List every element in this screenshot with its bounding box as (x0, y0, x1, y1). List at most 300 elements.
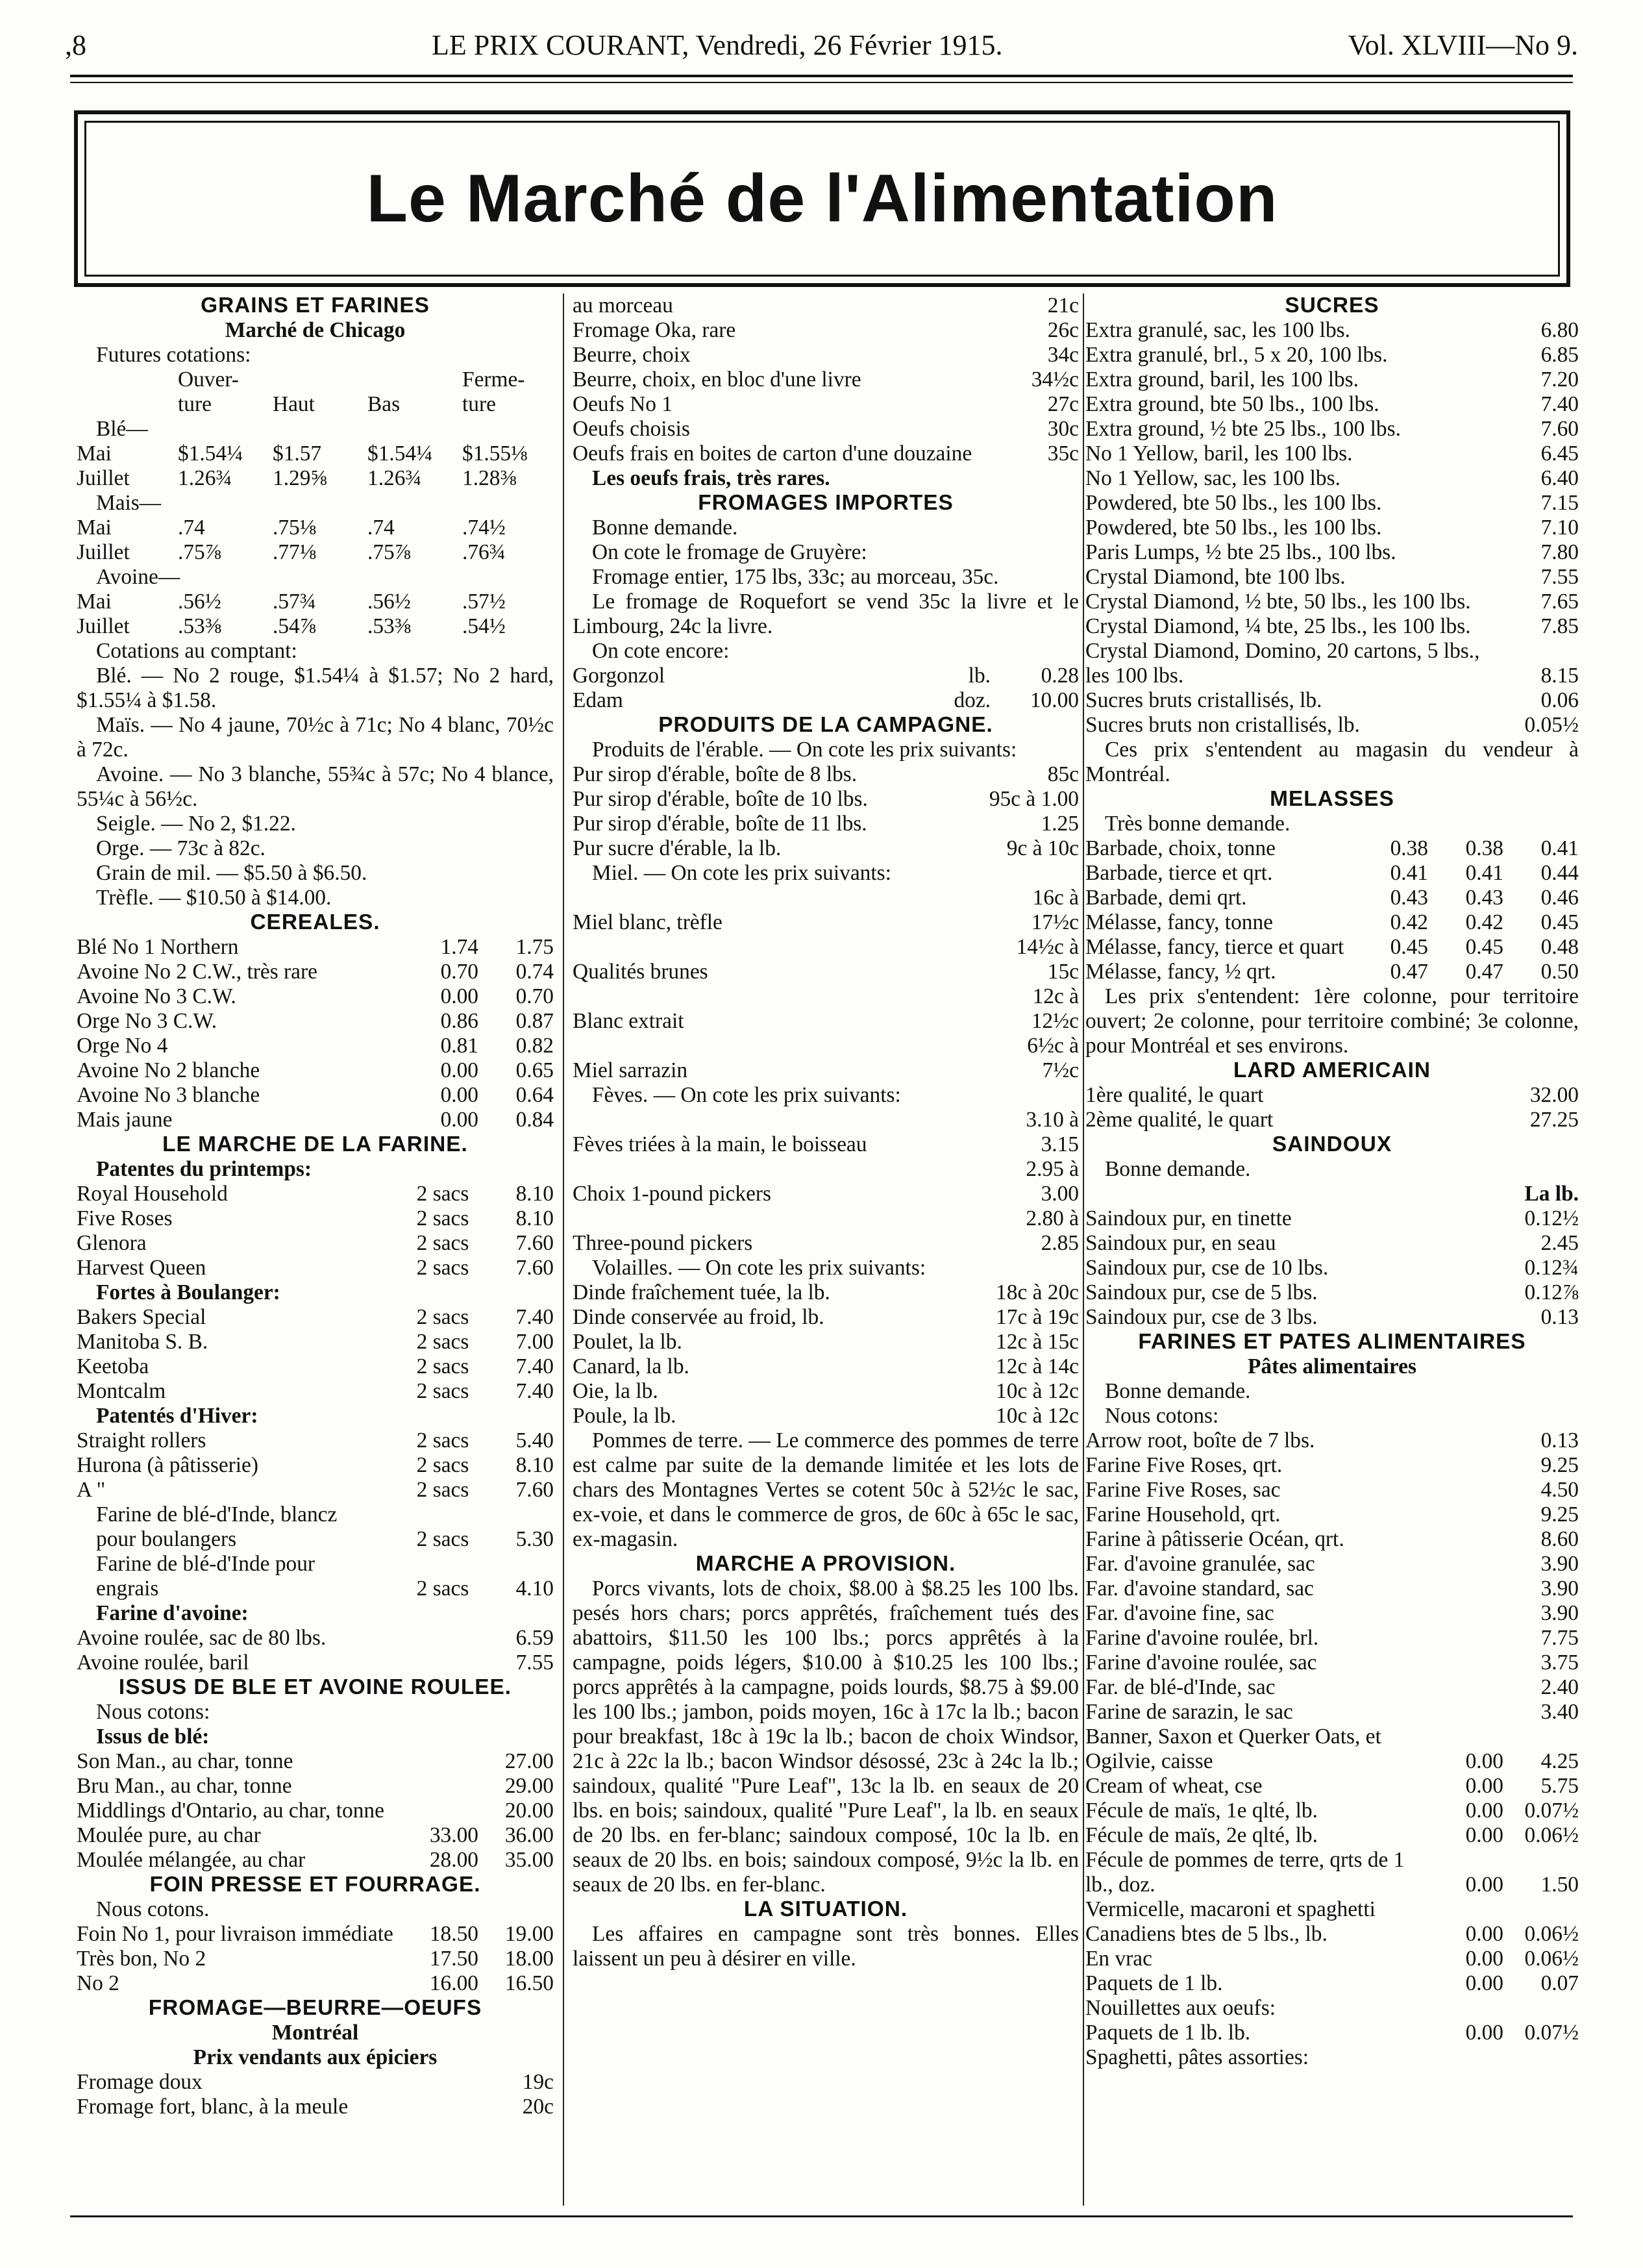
issus-row (77, 1823, 554, 1848)
item-label: Saindoux pur, cse de 5 lbs. (1085, 1280, 1318, 1304)
item-label: Miel blanc, trèfle (573, 910, 723, 934)
item-label: Très bon, No 2 (77, 1947, 206, 1971)
fromages-heading: FROMAGES IMPORTES (698, 491, 954, 515)
sugar-row (1085, 540, 1579, 565)
item-label: Fécule de pommes de terre, qrts de 1 lb., doz. (1085, 1848, 1405, 1897)
item-label: Barbade, demi qrt. (1085, 886, 1247, 910)
item-label: Avoine No 3 blanche (77, 1083, 260, 1107)
price-value: 0.41 (1540, 836, 1579, 860)
futures-value: $1.54¼ (178, 442, 243, 466)
pasta-row (1085, 1799, 1579, 1823)
item-label: Arrow root, boîte de 7 lbs. (1085, 1428, 1315, 1452)
oat-flour-heading: Farine d'avoine: (96, 1601, 249, 1625)
price-value: 18c à 20c (996, 1280, 1079, 1304)
item-label: Pur sirop d'érable, boîte de 11 lbs. (573, 812, 867, 836)
hay-row (77, 1922, 554, 1947)
price-value: 7.75 (1540, 1626, 1579, 1650)
dairy-row (573, 318, 1079, 343)
price-value: 6.85 (1540, 343, 1579, 367)
item-label: Beurre, choix (573, 343, 691, 367)
price-value: 6.45 (1540, 442, 1579, 466)
item-label: No 1 Yellow, baril, les 100 lbs. (1085, 442, 1353, 466)
item-label: Royal Household (77, 1182, 228, 1206)
futures-row (77, 516, 554, 540)
unit-label: 2 sacs (416, 1527, 469, 1551)
price-value: 0.70 (515, 984, 554, 1008)
shortening-row (1085, 1206, 1579, 1231)
item-label: Canard, la lb. (573, 1354, 689, 1378)
price-value: 0.47 (1465, 960, 1503, 984)
unit-label: 2 sacs (416, 1231, 469, 1255)
honey-intro: Miel. — On cote les prix suivants: (592, 861, 891, 885)
price-value: 4.50 (1540, 1478, 1579, 1502)
molasses-row (1085, 836, 1579, 861)
price-value: 0.00 (1465, 1873, 1503, 1897)
item-label: Mais jaune (77, 1108, 173, 1132)
flour-row (77, 1182, 554, 1206)
price-value: 7.65 (1540, 590, 1579, 614)
item-label: Avoine No 2 C.W., très rare (77, 960, 317, 984)
price-value: 7.55 (1540, 565, 1579, 589)
item-label: Harvest Queen (77, 1256, 206, 1280)
cereal-row (77, 1108, 554, 1132)
item-label: Fécule de maïs, 2e qlté, lb. (1085, 1823, 1318, 1847)
campagne-heading: PRODUITS DE LA CAMPAGNE. (658, 713, 993, 737)
foin-heading: FOIN PRESSE ET FOURRAGE. (149, 1873, 481, 1897)
item-label: Saindoux pur, cse de 3 lbs. (1085, 1305, 1318, 1329)
item-label: Powdered, bte 50 lbs., les 100 lbs. (1085, 491, 1382, 515)
futures-col-header: Haut (273, 392, 315, 416)
provision-heading: MARCHE A PROVISION. (695, 1552, 956, 1576)
futures-row (77, 466, 554, 491)
price-value: 0.00 (1465, 1799, 1503, 1823)
dairy-row (573, 442, 1079, 466)
item-label: Avoine roulée, baril (77, 1651, 249, 1675)
item-label: Crystal Diamond, ½ bte, 50 lbs., les 100 lbs. (1085, 590, 1471, 614)
item-label: Powdered, bte 50 lbs., les 100 lbs. (1085, 516, 1382, 540)
dairy-row (573, 368, 1079, 392)
cheese-row (77, 2095, 554, 2119)
price-value: 6.59 (515, 1626, 554, 1650)
item-label: Hurona (à pâtisserie) (77, 1453, 258, 1477)
item-label: Blanc extrait (573, 1009, 684, 1033)
cereal-row (77, 935, 554, 960)
price-value: 10c à 12c (996, 1379, 1079, 1403)
pates-heading: FARINES ET PATES ALIMENTAIRES (1138, 1330, 1526, 1354)
oat-row (77, 1626, 554, 1651)
cereal-row (77, 960, 554, 984)
price-value: 9c à 10c (1006, 836, 1079, 860)
price-value: 0.13 (1540, 1305, 1579, 1329)
price-value: 7.40 (515, 1379, 554, 1403)
cheese-text: On cote encore: (592, 639, 730, 663)
price-value: 34c (1047, 343, 1079, 367)
price-value: 0.00 (1465, 2021, 1503, 2045)
item-label: Pur sirop d'érable, boîte de 8 lbs. (573, 762, 858, 786)
price-value: 3.90 (1540, 1576, 1579, 1601)
item-label: Oie, la lb. (573, 1379, 658, 1403)
price-value: 16.50 (504, 1971, 554, 1995)
price-value: 16.00 (429, 1971, 478, 1995)
cash-quote: Orge. — 73c à 82c. (96, 836, 266, 860)
price-value: 9.25 (1540, 1453, 1579, 1477)
price-value: 0.12¾ (1524, 1256, 1579, 1280)
price-value: 8.10 (515, 1206, 554, 1230)
item-label: Five Roses (77, 1206, 173, 1230)
price-value: 27.00 (504, 1749, 554, 1773)
price-value: 32.00 (1529, 1083, 1579, 1107)
issus-subheading: Issus de blé: (96, 1725, 210, 1749)
item-label: Dinde conservée au froid, lb. (573, 1305, 824, 1329)
price-value: 7.10 (1540, 516, 1579, 540)
item-label: Pur sucre d'érable, la lb. (573, 836, 782, 860)
sugar-row (1085, 491, 1579, 516)
potatoes-paragraph: Pommes de terre. — Le commerce des pommes de terre est calme par suite de la demande limitée et les lots de chars des Montagnes Vertes se cotent 50c à 52½c le sac, ex-voie, et dans le commerce de gros, de 60c à 65c le sac, ex-magasin. (573, 1428, 1079, 1551)
shortening-row (1085, 1231, 1579, 1256)
futures-value: .75⅞ (367, 540, 411, 564)
futures-value: $1.55⅛ (462, 442, 528, 466)
pasta-row (1085, 1774, 1579, 1799)
cereal-row (77, 1034, 554, 1058)
futures-col-header: Bas (367, 392, 401, 416)
pasta-intro: Nous cotons: (1105, 1404, 1219, 1428)
item-label: Saindoux pur, en seau (1085, 1231, 1276, 1255)
price-value: 0.06 (1540, 688, 1579, 712)
honey-row (573, 984, 1079, 1034)
beans-row (573, 1206, 1079, 1256)
futures-value: .54½ (462, 614, 506, 638)
poultry-row (573, 1305, 1079, 1330)
item-label: Nouillettes aux oeufs: (1085, 1996, 1276, 2020)
price-value: 9.25 (1540, 1502, 1579, 1527)
price-value: 4.10 (515, 1576, 554, 1601)
price-value: 12c à 15c (996, 1330, 1079, 1354)
cash-quote: Maïs. — No 4 jaune, 70½c à 71c; No 4 blanc, 70½c à 72c. (77, 713, 554, 762)
price-value: 17.50 (429, 1947, 478, 1971)
price-value: 8.15 (1540, 664, 1579, 688)
price-value: 6½c à 7½c (1027, 1034, 1079, 1082)
price-value: 28.00 (429, 1848, 478, 1872)
price-value: 12c à 12½c (1031, 984, 1079, 1033)
item-label: Paris Lumps, ½ bte 25 lbs., 100 lbs. (1085, 540, 1396, 564)
price-value: 0.00 (440, 1083, 478, 1107)
sugar-row (1085, 688, 1579, 713)
futures-row (77, 590, 554, 614)
poultry-intro: Volailles. — On cote les prix suivants: (592, 1256, 926, 1280)
price-value: 0.41 (1390, 861, 1428, 885)
price-value: 0.41 (1465, 861, 1503, 885)
sugar-row (1085, 368, 1579, 392)
sugar-row (1085, 392, 1579, 417)
title-box (74, 110, 1570, 287)
cash-quote: Blé. — No 2 rouge, $1.54¼ à $1.57; No 2 hard, $1.55¼ à $1.58. (77, 664, 554, 712)
item-label: pour boulangers (96, 1527, 237, 1551)
price-value: 0.00 (1465, 1971, 1503, 1995)
item-label: Farine d'avoine roulée, brl. (1085, 1626, 1319, 1650)
price-value: 33.00 (429, 1823, 478, 1847)
cheese-text: Fromage entier, 175 lbs, 33c; au morceau, 35c. (592, 565, 999, 589)
price-value: 0.00 (440, 1108, 478, 1132)
item-label: Farine à pâtisserie Océan, qrt. (1085, 1527, 1344, 1551)
item-label: Miel sarrazin (573, 1058, 688, 1082)
item-label: Crystal Diamond, ¼ bte, 25 lbs., les 100 lbs. (1085, 614, 1471, 638)
item-label: Far. d'avoine fine, sac (1085, 1601, 1274, 1625)
lard-heading: LARD AMERICAIN (1233, 1058, 1431, 1082)
price-value: 3.75 (1540, 1651, 1579, 1675)
unit-label: 2 sacs (416, 1330, 469, 1354)
oat-row (77, 1651, 554, 1675)
pasta-row (1085, 1626, 1579, 1651)
item-label: Banner, Saxon et Querker Oats, et Ogilvie, caisse (1085, 1725, 1381, 1773)
item-label: Blé No 1 Northern (77, 935, 239, 959)
cash-quote: Trèfle. — $10.50 à $14.00. (96, 886, 332, 910)
item-label: Oeufs frais en boites de carton d'une douzaine (573, 442, 972, 466)
dairy-row (573, 293, 1079, 318)
price-value: 19c (522, 2070, 554, 2094)
pasta-row (1085, 1996, 1579, 2021)
item-label: Keetoba (77, 1354, 149, 1378)
maple-row (573, 812, 1079, 836)
lard-row (1085, 1083, 1579, 1108)
honey-row (573, 935, 1079, 984)
cereal-row (77, 984, 554, 1009)
price-value: 7.55 (515, 1651, 554, 1675)
item-label: Extra granulé, brl., 5 x 20, 100 lbs. (1085, 343, 1388, 367)
item-label: Extra ground, bte 50 lbs., 100 lbs. (1085, 392, 1379, 416)
price-value: 0.50 (1540, 960, 1579, 984)
provision-paragraph: Porcs vivants, lots de choix, $8.00 à $8.25 les 100 lbs. pesés hors chars; porcs apprêtés, fraîchement tués des abattoirs, $11.50 les 100 lbs.; porcs apprêtés à la campagne, poids légers, $10.00 à $10.25 les 100 lbs.; porcs apprêtés à la campagne, poids lourds, $8.75 à $9.00 les 100 lbs.; jambon, poids moyen, 16c à 17c la lb.; bacon pour breakfast, 18c à 19c la lb.; bacon de choix Windsor, 21c à 22c la lb.; bacon Windsor désossé, 23c à 24c la lb.; saindoux, qualité "Pure Leaf", 13c la lb. en seaux de 20 lbs. en bois; saindoux, qualité "Pure Leaf", la lb. en seaux de 20 lbs. en fer-blanc; saindoux composé, 10c la lb. en seaux de 20 lbs. en bois; saindoux composé, 9½c la lb. en seaux de 20 lbs. en fer-blanc. (573, 1576, 1079, 1897)
price-value: 0.38 (1390, 836, 1428, 860)
dairy-row (573, 417, 1079, 442)
city-label: Montréal (271, 2021, 359, 2045)
price-value: 1.74 (440, 935, 478, 959)
price-value: 6.40 (1540, 466, 1579, 490)
price-value: 0.45 (1390, 935, 1428, 959)
price-value: 95c à 1.00 (989, 787, 1079, 811)
maple-intro: Produits de l'érable. — On cote les prix suivants: (592, 738, 1017, 762)
price-value: 0.82 (515, 1034, 554, 1058)
item-label: Avoine roulée, sac de 80 lbs. (77, 1626, 327, 1650)
item-label: Manitoba S. B. (77, 1330, 208, 1354)
cereales-heading: CEREALES. (250, 910, 380, 934)
sucres-heading: SUCRES (1285, 293, 1379, 318)
price-value: 0.43 (1465, 886, 1503, 910)
item-label: Far. de blé-d'Inde, sac (1085, 1675, 1276, 1699)
pasta-row (1085, 1725, 1579, 1774)
item-label: Crystal Diamond, bte 100 lbs. (1085, 565, 1346, 589)
pasta-row (1085, 1848, 1579, 1897)
futures-value: .57½ (462, 590, 506, 614)
price-value: 0.00 (1465, 1823, 1503, 1847)
item-label: Crystal Diamond, Domino, 20 cartons, 5 lbs., les 100 lbs. (1085, 639, 1480, 688)
futures-value: .75⅛ (273, 516, 316, 540)
item-label: Farine Five Roses, qrt. (1085, 1453, 1283, 1477)
price-value: 3.90 (1540, 1552, 1579, 1576)
flour-group-title: Patentés d'Hiver: (96, 1404, 258, 1428)
item-label: Farine de sarazin, le sac (1085, 1700, 1293, 1724)
price-value: 0.00 (440, 1058, 478, 1082)
price-value: 0.43 (1390, 886, 1428, 910)
futures-value: 1.26¾ (178, 466, 232, 490)
item-label: Edam (573, 688, 623, 712)
pasta-row (1085, 1453, 1579, 1478)
issus-heading: ISSUS DE BLE ET AVOINE ROULEE. (118, 1675, 512, 1699)
item-label: Farine d'avoine roulée, sac (1085, 1651, 1317, 1675)
column-divider (1083, 293, 1084, 2206)
price-value: 0.00 (440, 984, 478, 1008)
unit-label: 2 sacs (416, 1256, 469, 1280)
futures-value: .76¾ (462, 540, 506, 564)
page-number: ,8 (65, 29, 86, 61)
item-label: Paquets de 1 lb. lb. (1085, 2021, 1251, 2045)
price-value: 27.25 (1529, 1108, 1579, 1132)
item-label: Farine de blé-d'Inde, blancz (96, 1502, 338, 1527)
price-value: 10.00 (1030, 688, 1079, 712)
item-label: Fromage Oka, rare (573, 318, 736, 342)
cash-quote: Avoine. — No 3 blanche, 55¾c à 57c; No 4 blance, 55¼c à 56½c. (77, 762, 554, 811)
price-value: 2.95 à 3.00 (1026, 1157, 1079, 1206)
beans-row (573, 1157, 1079, 1206)
price-value: 21c (1047, 293, 1079, 318)
unit-label: 2 sacs (416, 1206, 469, 1230)
fromage-beurre-oeufs-heading: FROMAGE—BEURRE—OEUFS (148, 1996, 482, 2020)
item-label: Son Man., au char, tonne (77, 1749, 293, 1773)
header-rule (70, 75, 1573, 77)
price-value: doz. (954, 688, 991, 712)
price-value: 3.40 (1540, 1700, 1579, 1724)
price-value: 0.74 (515, 960, 554, 984)
price-value: 0.12½ (1524, 1206, 1579, 1230)
saindoux-heading: SAINDOUX (1272, 1132, 1392, 1156)
item-label: Extra ground, baril, les 100 lbs. (1085, 368, 1359, 392)
item-label: Saindoux pur, en tinette (1085, 1206, 1292, 1230)
price-value: 0.07 (1540, 1971, 1579, 1995)
situation-paragraph: Les affaires en campagne sont très bonnes. Elles laissent un peu à désirer en ville. (573, 1922, 1079, 1971)
grains-heading: GRAINS ET FARINES (201, 293, 430, 318)
price-value: 7.40 (515, 1354, 554, 1378)
column-3 (1085, 293, 1579, 2206)
sugar-row (1085, 590, 1579, 614)
sugar-row (1085, 713, 1579, 738)
price-value: 36.00 (504, 1823, 554, 1847)
price-value: 1.50 (1540, 1873, 1579, 1897)
price-value: 0.42 (1390, 910, 1428, 934)
price-value: 5.40 (515, 1428, 554, 1452)
flour-row (77, 1305, 554, 1330)
price-value: 1.75 (515, 935, 554, 959)
flour-row (77, 1478, 554, 1502)
item-label: No 2 (77, 1971, 119, 1995)
item-label: Oeufs No 1 (573, 392, 673, 416)
unit-label: 2 sacs (416, 1428, 469, 1452)
item-label: Fromage fort, blanc, à la meule (77, 2095, 349, 2119)
beans-intro: Fèves. — On cote les prix suivants: (592, 1083, 901, 1107)
sugar-row (1085, 639, 1579, 688)
futures-label: Futures cotations: (96, 343, 251, 367)
item-label: Straight rollers (77, 1428, 206, 1452)
column-2 (573, 293, 1079, 2206)
unit-label: 2 sacs (416, 1182, 469, 1206)
price-value: 0.06½ (1524, 1947, 1579, 1971)
futures-value: .53⅜ (367, 614, 411, 638)
cereal-row (77, 1009, 554, 1034)
molasses-row (1085, 910, 1579, 935)
price-value: 0.07½ (1524, 1799, 1579, 1823)
month-label: Mai (77, 516, 112, 540)
sugar-row (1085, 614, 1579, 639)
cash-label: Cotations au comptant: (96, 639, 297, 663)
item-label: Poule, la lb. (573, 1404, 676, 1428)
item-label: Cream of wheat, cse (1085, 1774, 1263, 1798)
futures-section: Avoine— (96, 565, 180, 589)
sugar-row (1085, 442, 1579, 466)
pasta-row (1085, 1700, 1579, 1725)
price-value: 7.80 (1540, 540, 1579, 564)
item-label: Spaghetti, pâtes assorties: (1085, 2045, 1309, 2069)
sugar-row (1085, 343, 1579, 368)
month-label: Juillet (77, 466, 130, 490)
price-value: 17c à 19c (996, 1305, 1079, 1329)
item-label: A " (77, 1478, 106, 1502)
price-value: 0.00 (1465, 1749, 1503, 1773)
price-value: 7.60 (1540, 417, 1579, 441)
price-value: 0.81 (440, 1034, 478, 1058)
sugar-row (1085, 417, 1579, 442)
item-label: engrais (96, 1576, 159, 1601)
futures-section: Mais— (96, 491, 162, 515)
flour-row (77, 1330, 554, 1354)
price-value: 35.00 (504, 1848, 554, 1872)
pasta-row (1085, 1971, 1579, 1996)
pasta-row (1085, 1478, 1579, 1502)
price-value: 14½c à 15c (1016, 935, 1079, 984)
flour-row (77, 1256, 554, 1280)
futures-row (77, 442, 554, 466)
price-value: 0.00 (1465, 1774, 1503, 1798)
item-label: Three-pound pickers (573, 1231, 753, 1255)
month-label: Mai (77, 590, 112, 614)
futures-value: 1.26¾ (367, 466, 422, 490)
price-value: 20c (522, 2095, 554, 2119)
sugar-row (1085, 466, 1579, 491)
pasta-subheading: Pâtes alimentaires (1248, 1354, 1416, 1378)
price-value: 0.38 (1465, 836, 1503, 860)
poultry-row (573, 1379, 1079, 1404)
price-value: 6.80 (1540, 318, 1579, 342)
item-label: No 1 Yellow, sac, les 100 lbs. (1085, 466, 1340, 490)
price-value: 2.40 (1540, 1675, 1579, 1699)
unit-label: 2 sacs (416, 1478, 469, 1502)
price-value: 8.10 (515, 1182, 554, 1206)
futures-value: .74 (367, 516, 395, 540)
item-label: Pur sirop d'érable, boîte de 10 lbs. (573, 787, 868, 811)
item-label: Fèves triées à la main, le boisseau (573, 1132, 867, 1156)
pasta-row (1085, 1527, 1579, 1552)
molasses-intro: Très bonne demande. (1105, 812, 1291, 836)
price-value: 2.80 à 2.85 (1026, 1206, 1079, 1255)
flour-row (77, 1354, 554, 1379)
price-value: 0.48 (1540, 935, 1579, 959)
price-value: 3.10 à 3.15 (1026, 1108, 1079, 1156)
dairy-row (573, 343, 1079, 368)
item-label: Moulée pure, au char (77, 1823, 261, 1847)
futures-value: .74 (178, 516, 205, 540)
sugar-note: Ces prix s'entendent au magasin du vendeur à Montréal. (1085, 738, 1579, 786)
pasta-row (1085, 1502, 1579, 1527)
price-value: 7.00 (515, 1330, 554, 1354)
pasta-intro: Bonne demande. (1105, 1379, 1251, 1403)
item-label: Farine Five Roses, sac (1085, 1478, 1281, 1502)
